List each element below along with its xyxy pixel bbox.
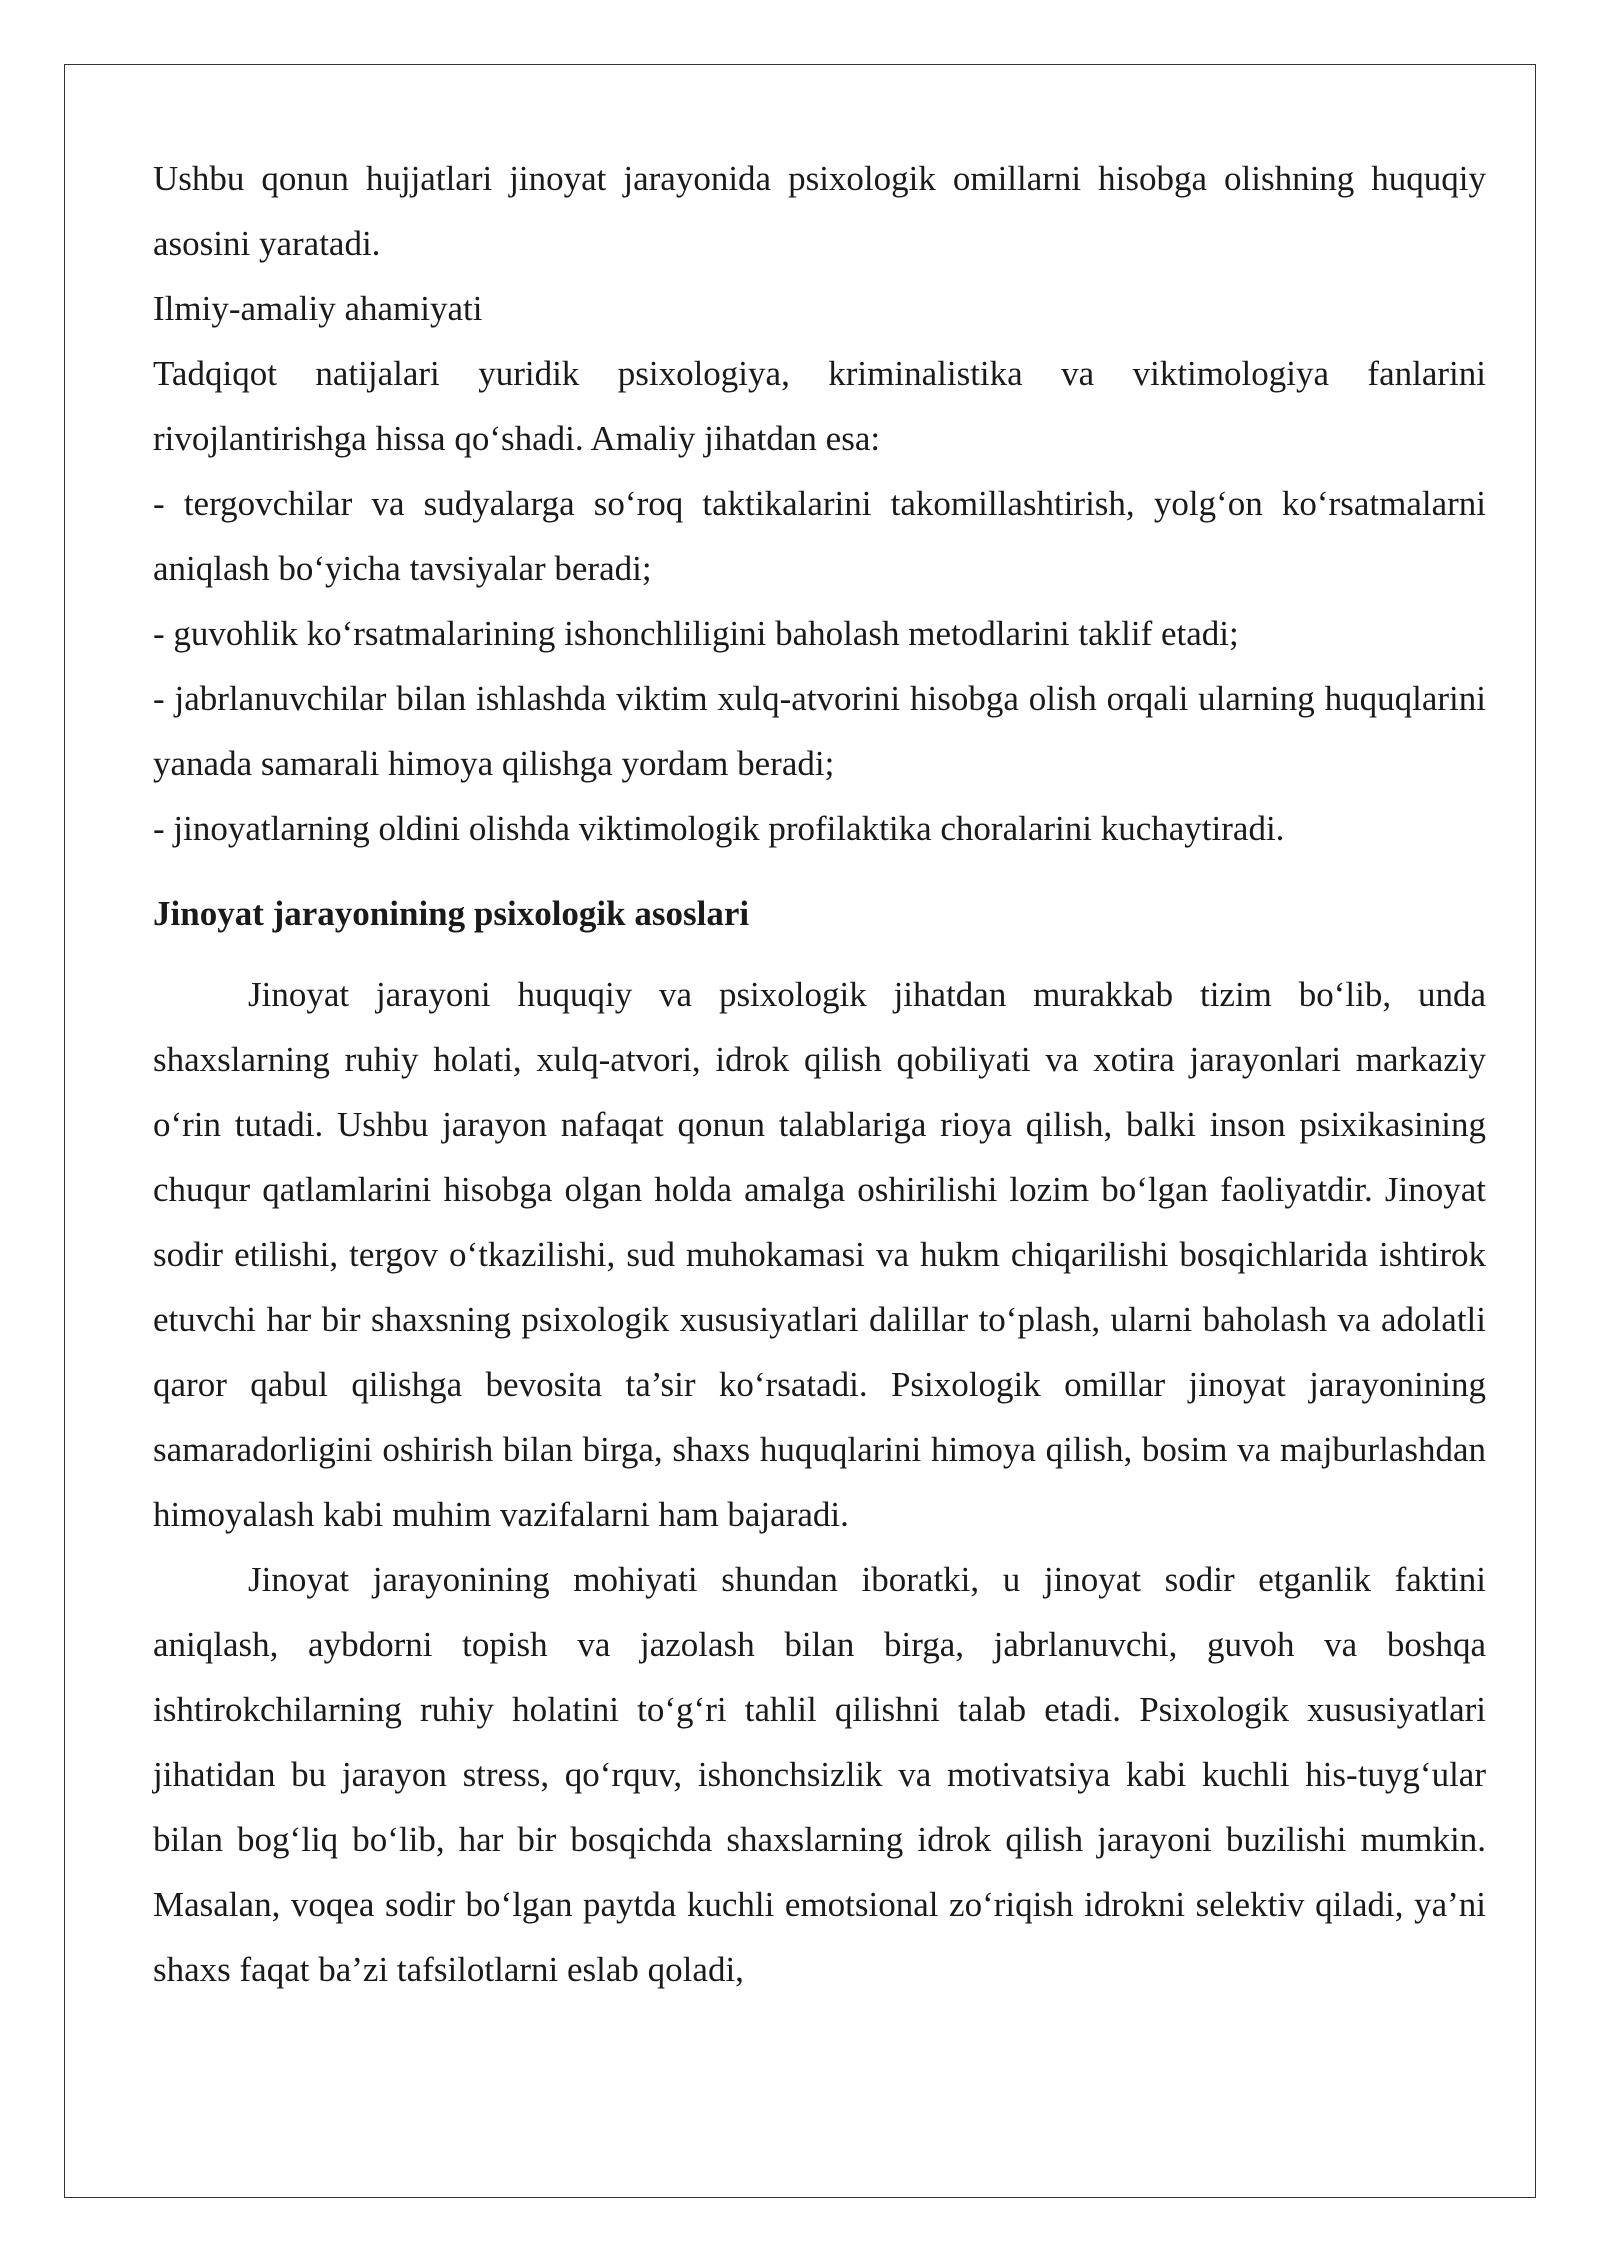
document-body: [153, 146, 1486, 2002]
subheading-scientific-practical-significance: Ilmiy-amaliy ahamiyati: [153, 289, 483, 328]
list-item-testimony-reliability: - guvohlik ko‘rsatmalarining ishonchliligini baholash metodlarini taklif etadi;: [153, 614, 1239, 653]
list-item-interrogation-tactics: - tergovchilar va sudyalarga so‘roq taktikalarini takomillashtirish, yolg‘on ko‘rsatmalarni aniqlash bo‘yicha tavsiyalar beradi;: [153, 484, 1486, 588]
paragraph-legal-basis: Ushbu qonun hujjatlari jinoyat jarayonida psixologik omillarni hisobga olishning huquqiy asosini yaratadi.: [153, 159, 1486, 263]
section-heading: Jinoyat jarayonining psixologik asoslari: [153, 894, 750, 933]
list-item-victim-protection: - jabrlanuvchilar bilan ishlashda viktim xulq-atvorini hisobga olish orqali ularning huquqlarini yanada samarali himoya qilishga yordam beradi;: [153, 679, 1486, 783]
list-item-crime-prevention: - jinoyatlarning oldini olishda viktimologik profilaktika choralarini kuchaytiradi.: [153, 809, 1285, 848]
paragraph-criminal-process-system: Jinoyat jarayoni huquqiy va psixologik jihatdan murakkab tizim bo‘lib, unda shaxslarning ruhiy holati, xulq-atvori, idrok qilish qobiliyati va xotira jarayonlari markaziy o‘rin tutadi. Ushbu jarayon nafaqat qonun talablariga rioya qilish, balki inson psixikasining chuqur qatlamlarini hisobga olgan holda amalga oshirilishi lozim bo‘lgan faoliyatdir. Jinoyat sodir etilishi, tergov o‘tkazilishi, sud muhokamasi va hukm chiqarilishi bosqichlarida ishtirok etuvchi har bir shaxsning psixologik xususiyatlari dalillar to‘plash, ularni baholash va adolatli qaror qabul qilishga bevosita ta’sir ko‘rsatadi. Psixologik omillar jinoyat jarayonining samaradorligini oshirish bilan birga, shaxs huquqlarini himoya qilish, bosim va majburlashdan himoyalash kabi muhim vazifalarni ham bajaradi.: [153, 975, 1486, 1534]
paragraph-research-results: Tadqiqot natijalari yuridik psixologiya, kriminalistika va viktimologiya fanlarini rivojlantirishga hissa qo‘shadi. Amaliy jihatdan esa:: [153, 354, 1486, 458]
paragraph-criminal-process-essence: Jinoyat jarayonining mohiyati shundan iboratki, u jinoyat sodir etganlik faktini aniqlash, aybdorni topish va jazolash bilan birga, jabrlanuvchi, guvoh va boshqa ishtirokchilarning ruhiy holatini to‘g‘ri tahlil qilishni talab etadi. Psixologik xususiyatlari jihatidan bu jarayon stress, qo‘rquv, ishonchsizlik va motivatsiya kabi kuchli his-tuyg‘ular bilan bog‘liq bo‘lib, har bir bosqichda shaxslarning idrok qilish jarayoni buzilishi mumkin. Masalan, voqea sodir bo‘lgan paytda kuchli emotsional zo‘riqish idrokni selektiv qiladi, ya’ni shaxs faqat ba’zi tafsilotlarni eslab qoladi,: [153, 1560, 1486, 1989]
